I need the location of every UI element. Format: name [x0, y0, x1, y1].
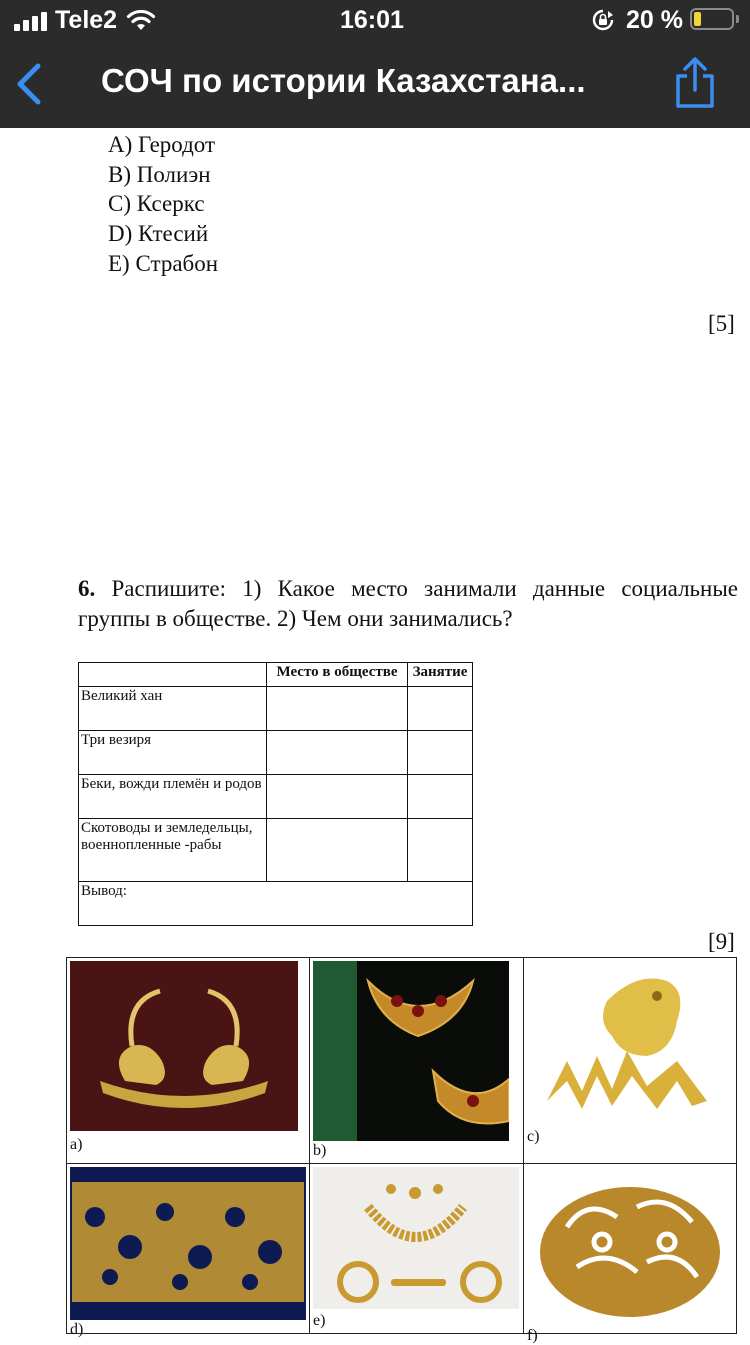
option-b: B) Полиэн	[108, 162, 211, 187]
wifi-icon	[126, 8, 156, 32]
golden-earrings-image	[313, 961, 509, 1141]
header-blank	[79, 663, 267, 687]
occupation-cell[interactable]	[408, 775, 473, 819]
golden-snow-leopard-image	[527, 961, 733, 1126]
row-label: Три везиря	[79, 731, 267, 775]
occupation-cell[interactable]	[408, 731, 473, 775]
question6-prompt: Распишите: 1) Какое место занимали данные социальные группы в обществе. 2) Чем они занимались?	[78, 576, 739, 631]
option-c: C) Ксеркс	[108, 191, 205, 216]
table-row	[79, 775, 473, 819]
place-cell[interactable]	[267, 731, 408, 775]
caption-e: e)	[313, 1312, 326, 1329]
header-occupation: Занятие	[408, 663, 473, 687]
table-header-row	[79, 663, 473, 687]
caption-b: b)	[313, 1142, 327, 1159]
image-cell-a	[66, 957, 310, 1164]
row-label: Скотоводы и земледельцы, военнопленные -рабы	[79, 819, 267, 882]
row-label: Беки, вожди племён и родов	[79, 775, 267, 819]
battery-icon	[690, 8, 734, 30]
golden-jewelry-set-image	[313, 1167, 519, 1309]
conclusion-row	[79, 882, 473, 926]
question6-text	[78, 574, 738, 634]
option-e: E) Страбон	[108, 251, 219, 276]
golden-openwork-plaque-image	[70, 1167, 306, 1320]
share-icon[interactable]	[672, 56, 718, 110]
image-cell-c	[523, 957, 737, 1164]
table-row	[79, 731, 473, 775]
battery-percentage: 20 %	[626, 6, 683, 34]
image-cell-f	[523, 1163, 737, 1344]
table-row	[79, 819, 473, 882]
document-title: СОЧ по истории Казахстана...	[101, 62, 586, 99]
document-page	[0, 128, 750, 1344]
social-groups-table	[78, 662, 473, 926]
clock: 16:01	[340, 6, 404, 34]
image-cell-e	[309, 1163, 524, 1334]
orientation-lock-icon	[592, 9, 614, 31]
occupation-cell[interactable]	[408, 687, 473, 731]
question6-score: [9]	[708, 929, 735, 954]
image-cell-b	[309, 957, 524, 1164]
place-cell[interactable]	[267, 819, 408, 882]
artifact-image-grid	[66, 957, 737, 1344]
place-cell[interactable]	[267, 687, 408, 731]
option-d: D) Ктесий	[108, 221, 209, 246]
top-bar	[0, 0, 750, 128]
caption-f: f)	[527, 1327, 538, 1344]
caption-a: a)	[70, 1136, 83, 1153]
back-chevron-icon[interactable]	[12, 60, 48, 108]
row-label: Великий хан	[79, 687, 267, 731]
conclusion-cell[interactable]: Вывод:	[79, 882, 473, 926]
question5-score: [5]	[708, 311, 735, 336]
golden-animal-plaque-image	[527, 1167, 733, 1327]
occupation-cell[interactable]	[408, 819, 473, 882]
status-bar	[0, 0, 750, 44]
caption-d: d)	[70, 1321, 84, 1338]
caption-c: c)	[527, 1128, 540, 1145]
battery-level	[694, 12, 701, 26]
image-cell-d	[66, 1163, 310, 1338]
carrier-name: Tele2	[55, 6, 118, 34]
header-place: Место в обществе	[267, 663, 408, 687]
golden-ibex-headdress-image	[70, 961, 298, 1131]
battery-cap	[736, 15, 739, 23]
place-cell[interactable]	[267, 775, 408, 819]
option-a: A) Геродот	[108, 132, 216, 157]
table-row	[79, 687, 473, 731]
question6-number: 6.	[78, 576, 96, 601]
cellular-signal-icon	[14, 11, 48, 31]
